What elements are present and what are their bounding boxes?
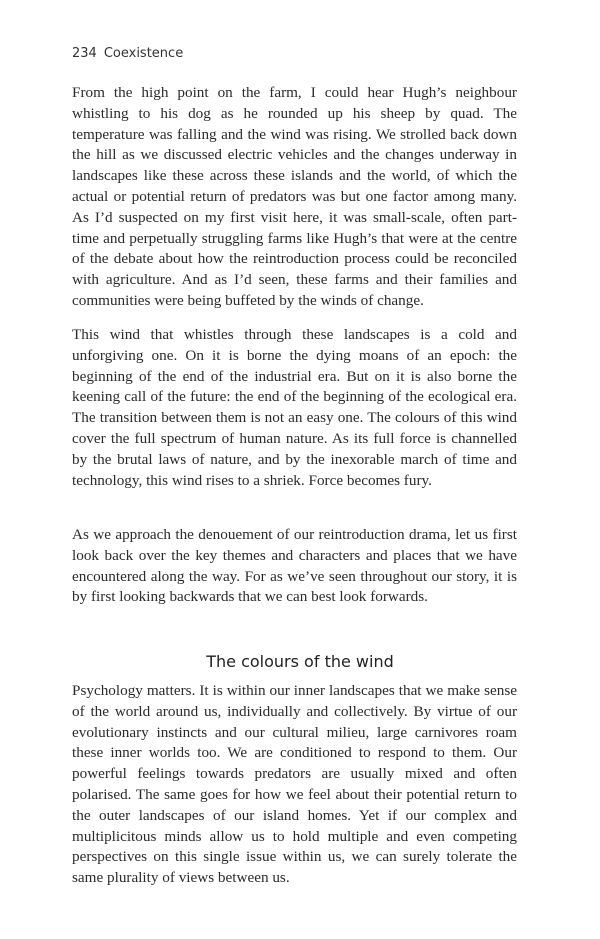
running-title: Coexistence (103, 46, 184, 61)
paragraph-farm-walk: From the high point on the farm, I could hear Hugh’s neighbour whistling to his dog as he rounded up his sheep by quad. The temperature was falling and the wind was rising. We strolled back down the hill as we discussed electric vehicles and the changes underway in landscapes like these across these islands and the world, of which the actual or potential return of predators was but one factor among many. As I’d suspected on my first visit here, it was small-scale, often part-time and perpetually struggling farms like Hugh’s that were at the centre of the debate about how the reintroduction process could be reconciled with agriculture. And as I’d seen, these farms and their families and communities were being buffeted by the winds of change. (72, 84, 517, 309)
running-header (72, 46, 183, 61)
paragraph-psychology: Psychology matters. It is within our inner landscapes that we make sense of the world around us, individually and collectively. By virtue of our evolutionary instincts and our cultural milieu, large carnivores roam these inner worlds too. We are conditioned to respond to them. Our powerful feelings towards predators are usually mixed and often polarised. The same goes for how we feel about their potential return to the outer landscapes of our island homes. Yet if our complex and multiplicitous minds allow us to hold multiple and even competing perspectives on this single issue within us, we can surely tolerate the same plurality of views between us. (72, 682, 517, 887)
paragraph-denouement: As we approach the denouement of our reintroduction drama, let us first look back over the key themes and characters and places that we have encountered along the way. For as we’ve seen throughout our story, it is by first looking backwards that we can best look forwards. (72, 526, 517, 606)
section-heading: The colours of the wind (206, 652, 394, 671)
page-number: 234 (72, 46, 97, 61)
paragraph-wind: This wind that whistles through these landscapes is a cold and unforgiving one. On it is borne the dying moans of an epoch: the beginning of the end of the industrial era. But on it is also borne the keening call of the future: the end of the beginning of the ecological era. The transition between them is not an easy one. The colours of this wind cover the full spectrum of human nature. As its full force is channelled by the brutal laws of nature, and by the inexorable march of time and technology, this wind rises to a shriek. Force becomes fury. (72, 326, 517, 489)
